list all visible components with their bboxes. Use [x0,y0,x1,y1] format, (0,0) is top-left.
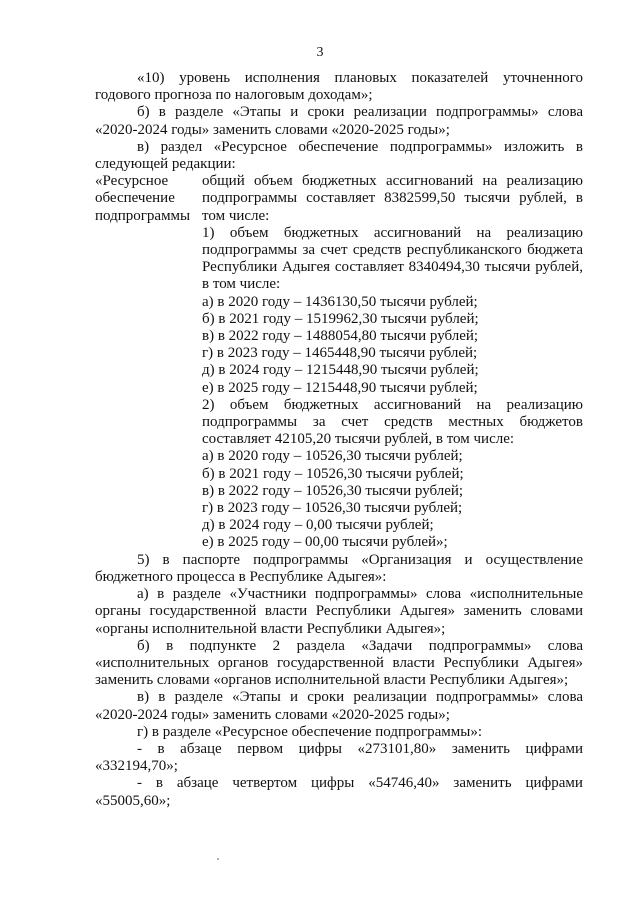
republic-year-2023: г) в 2023 году – 1465448,90 тысячи рублей; [202,345,478,362]
resource-content [202,173,583,551]
paragraph-v-stages: в) в разделе «Этапы и сроки реализации подпрограммы» слова «2020-2024 годы» заменить словами «2020-2025 годы»; [95,689,583,723]
republic-year-2022: в) в 2022 году – 1488054,80 тысячи рублей; [202,328,479,345]
republic-year-2024: д) в 2024 году – 1215448,90 тысячи рублей; [202,362,479,379]
dash-word: цифрами [525,775,583,792]
resource-local-intro: 2) объем бюджетных ассигнований на реализацию подпрограммы за счет средств местных бюджетов составляет 42105,20 тысячи рублей, в том числе: [202,396,583,448]
dash-word: «273101,80» [357,740,437,757]
dash-word: цифры [298,740,343,757]
local-year-2025: е) в 2025 году – 00,00 тысячи рублей»; [202,534,448,551]
republic-year-2020: а) в 2020 году – 1436130,50 тысячи рублей; [202,293,478,310]
dash-word: заменить [451,740,511,757]
paragraph-a-participants: а) в разделе «Участники подпрограммы» слова «исполнительные органы государственной власти Республики Адыгея» заменить словами «органы исполнительной власти Республики Адыгея»; [95,586,583,637]
page-number: 3 [316,45,324,60]
paragraph-g-resource: г) в разделе «Ресурсное обеспечение подпрограммы»: [137,723,483,740]
dash-word: абзаце [176,775,219,792]
resource-label: «Ресурсное обеспечение подпрограммы [95,173,191,224]
paragraph-v-resource: в) раздел «Ресурсное обеспечение подпрограммы» изложить в следующей редакции: [95,138,583,173]
local-year-2024: д) в 2024 году – 0,00 тысячи рублей; [202,517,434,534]
dash-word: - [137,740,142,757]
dash-word: в [155,775,163,792]
paragraph-5-passport: 5) в паспорте подпрограммы «Организация и осуществление бюджетного процесса в Республике Адыгея»: [95,551,583,585]
document-body [95,70,583,810]
dash-word: цифры [311,775,355,792]
dash-word: в [157,740,165,757]
local-year-2022: в) в 2022 году – 10526,30 тысячи рублей; [202,482,464,499]
dash-item-first [95,741,583,758]
resource-total: общий объем бюджетных ассигнований на реализацию подпрограммы составляет 8382599,50 тысячи рублей, в том числе: [202,173,583,224]
republic-year-2025: е) в 2025 году – 1215448,90 тысячи рублей; [202,379,478,396]
republic-year-2021: б) в 2021 году – 1519962,30 тысячи рублей; [202,310,479,327]
paragraph-b-stages: б) в разделе «Этапы и сроки реализации подпрограммы» слова «2020-2024 годы» заменить словами «2020-2025 годы»; [95,104,583,138]
paragraph-item-10: «10) уровень исполнения плановых показателей уточненного годового прогноза по налоговым доходам»; [95,70,583,104]
dash-word: четвертом [232,775,298,792]
dash-word: заменить [453,775,512,792]
dash-word: первом [237,740,284,757]
dash-item-fourth-tail: «55005,60»; [95,792,171,809]
resource-block [95,173,583,551]
local-year-2023: г) в 2023 году – 10526,30 тысячи рублей; [202,500,463,517]
scan-speck [217,858,219,860]
local-year-2020: а) в 2020 году – 10526,30 тысячи рублей; [202,448,463,465]
dash-word: - [137,775,142,792]
dash-word: «54746,40» [368,775,440,792]
dash-word: цифрами [525,740,583,757]
resource-republic-intro: 1) объем бюджетных ассигнований на реализацию подпрограммы за счет средств республиканского бюджета Республики Адыгея составляет 8340494,30 тысячи рублей, в том числе: [202,224,583,293]
local-year-2021: б) в 2021 году – 10526,30 тысячи рублей; [202,465,464,482]
dash-word: абзаце [180,740,222,757]
dash-item-fourth [95,775,583,792]
paragraph-b-tasks: б) в подпункте 2 раздела «Задачи подпрограммы» слова «исполнительных органов государственной власти Республики Адыгея» заменить словами «органов исполнительной власти Республики Адыгея»; [95,637,583,689]
dash-item-first-tail: «332194,70»; [95,758,178,775]
